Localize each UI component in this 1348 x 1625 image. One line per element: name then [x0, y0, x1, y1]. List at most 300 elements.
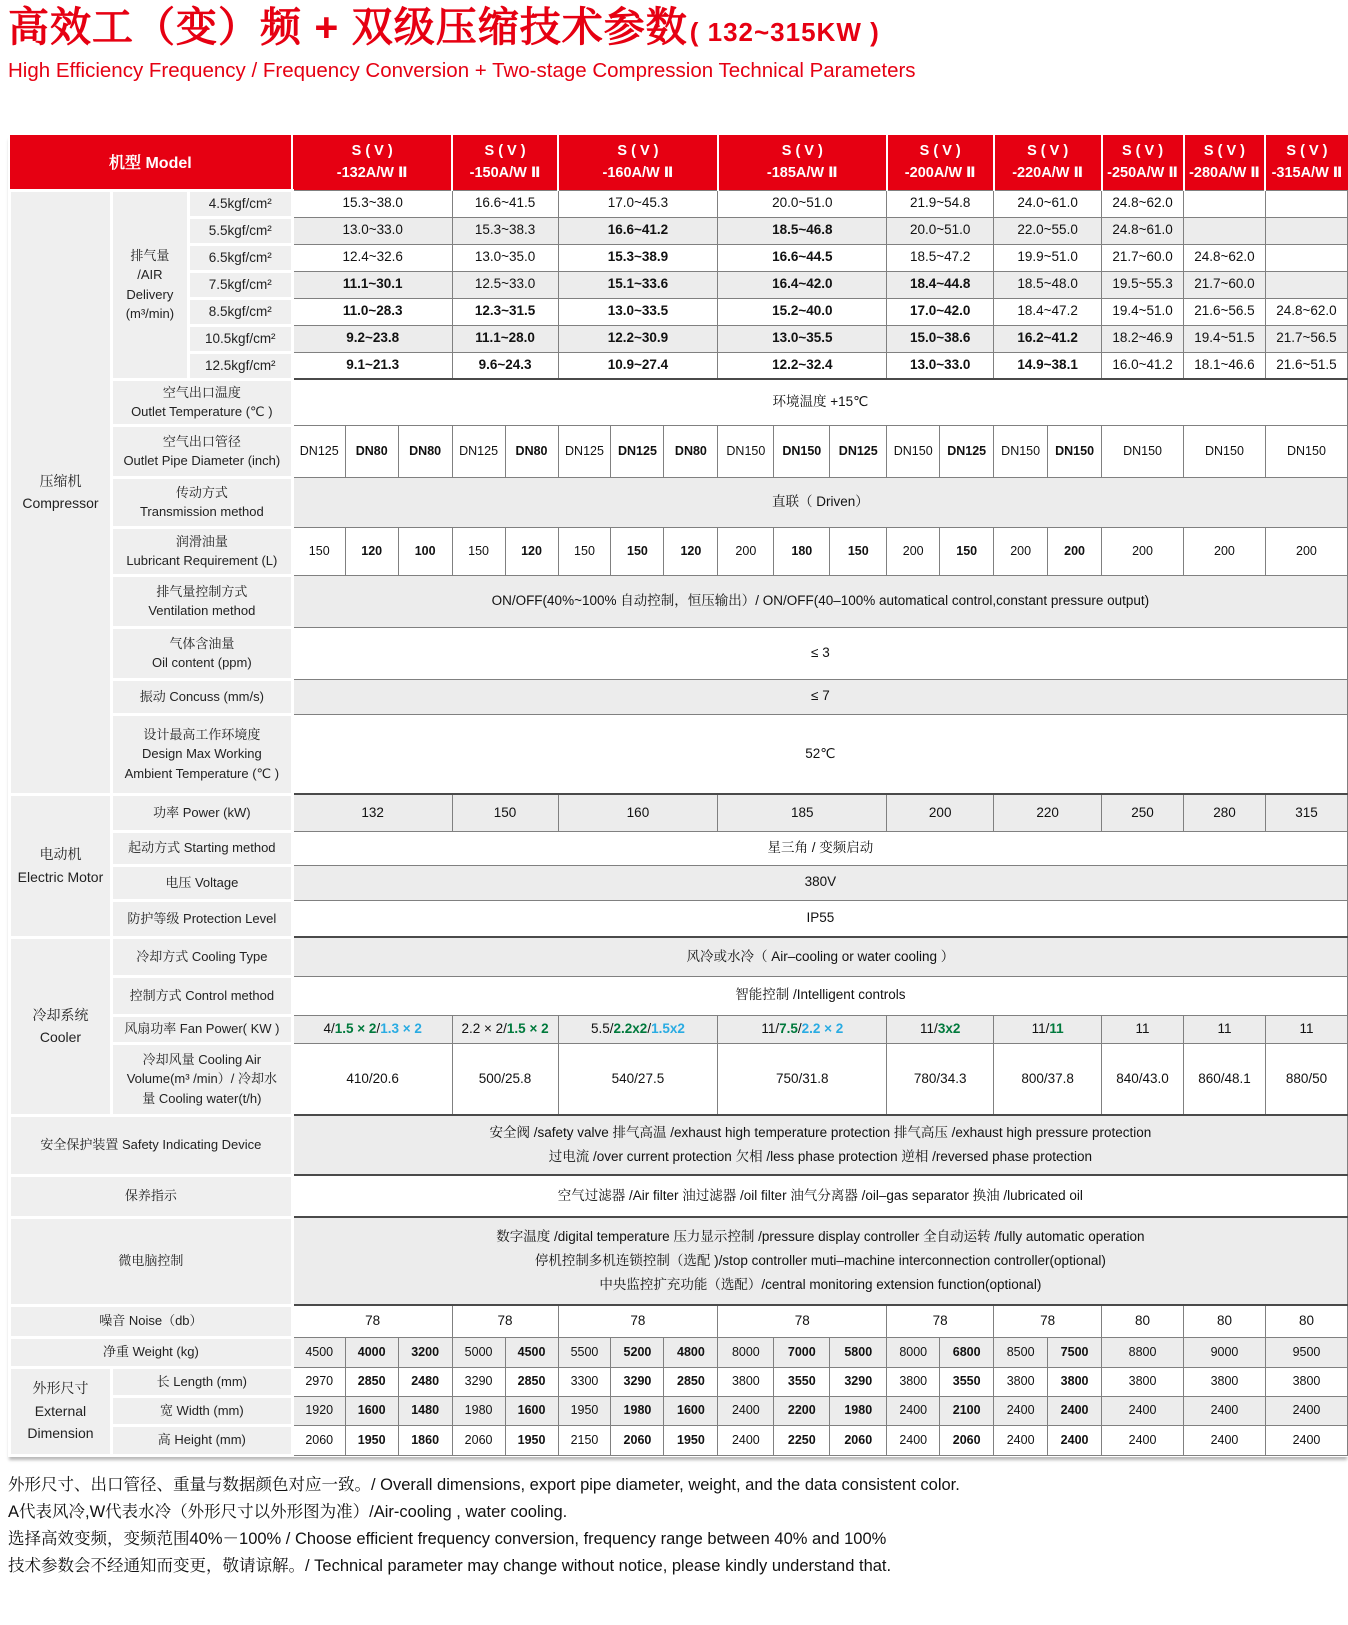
net-weight-label: 净重 Weight (kg) [10, 1337, 293, 1367]
width-value: 1950 [558, 1396, 611, 1425]
height-value: 2150 [558, 1425, 611, 1455]
length-value: 3800 [1184, 1367, 1266, 1396]
height-value: 2250 [774, 1425, 830, 1455]
noise-value: 80 [1265, 1305, 1347, 1337]
height-value: 2400 [718, 1425, 774, 1455]
lubricant-requirement-value: 150 [940, 527, 994, 575]
fan-power-value-part: 2.2x2 [613, 1020, 648, 1036]
fan-power-value-part: 3x2 [937, 1020, 961, 1036]
net-weight-value: 4500 [292, 1337, 345, 1367]
air-5.5-value: 18.5~46.8 [718, 217, 887, 244]
fan-power-value-part: 2.2 × 2/ [461, 1020, 507, 1036]
transmission-method-value: 直联（ Driven） [292, 477, 1347, 527]
height-label: 高 Height (mm) [111, 1425, 292, 1455]
footnotes [8, 1472, 960, 1580]
air-7.5-value: 12.5~33.0 [452, 271, 558, 298]
lubricant-requirement-value: 120 [664, 527, 718, 575]
design-max-ambient-row [10, 714, 1348, 794]
spec-table [8, 135, 1348, 1457]
lubricant-requirement-value: 200 [1048, 527, 1102, 575]
oil-content-row [10, 627, 1348, 679]
air-4.5-value: 24.0~61.0 [994, 190, 1102, 217]
width-value: 2400 [994, 1396, 1048, 1425]
cooling-air-volume-value: 750/31.8 [718, 1043, 887, 1115]
width-value: 2400 [1048, 1396, 1102, 1425]
height-value: 1860 [398, 1425, 452, 1455]
oil-content-label: 气体含油量 Oil content (ppm) [111, 627, 292, 679]
length-value: 2850 [664, 1367, 718, 1396]
model-column-header: S ( V ) -185A/W Ⅱ [718, 135, 887, 190]
concuss-value: ≤ 7 [292, 679, 1347, 714]
model-column-header: S ( V ) -280A/W Ⅱ [1184, 135, 1266, 190]
cooling-air-volume-value: 780/34.3 [887, 1043, 994, 1115]
air-7.5-value: 16.4~42.0 [718, 271, 887, 298]
cooling-air-volume-value: 500/25.8 [452, 1043, 558, 1115]
fan-power-value-part: 11 [1299, 1020, 1314, 1036]
air-7.5-row [10, 271, 1348, 298]
control-method-row [10, 976, 1348, 1015]
net-weight-value: 5500 [558, 1337, 611, 1367]
length-value: 3800 [718, 1367, 774, 1396]
air-10.5-value: 21.7~56.5 [1265, 325, 1347, 352]
outlet-pipe-diameter-value: DN125 [940, 425, 994, 477]
outlet-pipe-diameter-value: DN125 [830, 425, 887, 477]
lubricant-requirement-value: 150 [558, 527, 611, 575]
fan-power-value-part: 4/ [323, 1020, 335, 1036]
lubricant-requirement-value: 200 [1265, 527, 1347, 575]
air-6.5-value: 24.8~62.0 [1184, 244, 1266, 271]
height-value: 2400 [994, 1425, 1048, 1455]
cooling-air-volume-value: 540/27.5 [558, 1043, 718, 1115]
outlet-pipe-diameter-value: DN150 [887, 425, 940, 477]
net-weight-value: 9500 [1265, 1337, 1347, 1367]
power-row [10, 794, 1348, 831]
air-10.5-value: 13.0~35.5 [718, 325, 887, 352]
air-7.5-value: 19.5~55.3 [1102, 271, 1184, 298]
outlet-pipe-diameter-row [10, 425, 1348, 477]
maintenance-indication-row [10, 1175, 1348, 1217]
outlet-pipe-diameter-value: DN125 [452, 425, 505, 477]
width-value: 1980 [611, 1396, 664, 1425]
power-label: 功率 Power (kW) [111, 794, 292, 831]
safety-indicating-device-row [10, 1115, 1348, 1175]
outlet-pipe-diameter-value: DN80 [398, 425, 452, 477]
fan-power-value-part: 2.2 × 2 [801, 1020, 844, 1036]
length-value: 3800 [887, 1367, 940, 1396]
net-weight-value: 8800 [1102, 1337, 1184, 1367]
microcomputer-control-label: 微电脑控制 [10, 1217, 293, 1305]
length-row [10, 1367, 1348, 1396]
power-value: 160 [558, 794, 718, 831]
fan-power-value-part: 11/ [1031, 1020, 1050, 1036]
height-value: 1950 [664, 1425, 718, 1455]
model-column-header: S ( V ) -160A/W Ⅱ [558, 135, 718, 190]
net-weight-value: 6800 [940, 1337, 994, 1367]
lubricant-requirement-value: 180 [774, 527, 830, 575]
fan-power-value [452, 1015, 558, 1043]
footnote-1: 外形尺寸、出口管径、重量与数据颜色对应一致。/ Overall dimensions, export pipe diameter, weight, and the data consistent color. [8, 1476, 960, 1494]
width-value: 1980 [452, 1396, 505, 1425]
width-value: 1480 [398, 1396, 452, 1425]
length-value: 3550 [774, 1367, 830, 1396]
page-title-zh: 高效工（变）频 + 双级压缩技术参数 [8, 4, 688, 50]
page-subtitle: High Efficiency Frequency / Frequency Conversion + Two-stage Compression Technical Parameters [8, 59, 916, 83]
fan-power-value-part: 7.5 [779, 1020, 798, 1036]
concuss-label: 振动 Concuss (mm/s) [111, 679, 292, 714]
air-12.5-value: 13.0~33.0 [887, 352, 994, 379]
air-4.5-label: 排气量 /AIR Delivery (m³/min) [111, 190, 188, 379]
air-10.5-value: 18.2~46.9 [1102, 325, 1184, 352]
fan-power-value [994, 1015, 1102, 1043]
outlet-pipe-diameter-value: DN150 [718, 425, 774, 477]
fan-power-value [718, 1015, 887, 1043]
lubricant-requirement-value: 200 [887, 527, 940, 575]
footnote-2: A代表风冷,W代表水冷（外形尺寸以外形图为准）/Air-cooling , water cooling. [8, 1503, 568, 1521]
air-6.5-pressure-label: 6.5kgf/cm² [188, 244, 292, 271]
width-row [10, 1396, 1348, 1425]
fan-power-value-part: 1.5 × 2 [334, 1020, 377, 1036]
safety-indicating-device-value: 安全阀 /safety valve 排气高温 /exhaust high temperature protection 排气高压 /exhaust high pressure protection 过电流 /over current protection 欠相 /less phase protection 逆相 /reversed phase protection [292, 1115, 1347, 1175]
length-value: 2480 [398, 1367, 452, 1396]
air-5.5-row [10, 217, 1348, 244]
ventilation-method-label: 排气量控制方式 Ventilation method [111, 575, 292, 627]
width-value: 2400 [1102, 1396, 1184, 1425]
air-7.5-pressure-label: 7.5kgf/cm² [188, 271, 292, 298]
lubricant-requirement-value: 150 [611, 527, 664, 575]
design-max-ambient-value: 52℃ [292, 714, 1347, 794]
length-value: 3800 [1265, 1367, 1347, 1396]
footnote-3: 选择高效变频，变频范围40%－100% / Choose efficient frequency conversion, frequency range between 40% and 100% [8, 1530, 887, 1548]
voltage-row [10, 865, 1348, 900]
lubricant-requirement-value: 120 [505, 527, 558, 575]
air-6.5-value: 15.3~38.9 [558, 244, 718, 271]
control-method-value: 智能控制 /Intelligent controls [292, 976, 1347, 1015]
length-value: 3800 [1102, 1367, 1184, 1396]
cooling-type-value: 风冷或水冷（ Air–cooling or water cooling ） [292, 937, 1347, 976]
outlet-pipe-diameter-value: DN150 [1048, 425, 1102, 477]
height-value: 2400 [1184, 1425, 1266, 1455]
air-12.5-row [10, 352, 1348, 379]
control-method-label: 控制方式 Control method [111, 976, 292, 1015]
width-value: 2200 [774, 1396, 830, 1425]
noise-value: 78 [292, 1305, 452, 1337]
height-value: 2400 [1102, 1425, 1184, 1455]
maintenance-indication-value: 空气过滤器 /Air filter 油过滤器 /oil filter 油气分离器 /oil–gas separator 换油 /lubricated oil [292, 1175, 1347, 1217]
noise-value: 80 [1102, 1305, 1184, 1337]
air-6.5-row [10, 244, 1348, 271]
air-8.5-value: 12.3~31.5 [452, 298, 558, 325]
fan-power-row [10, 1015, 1348, 1043]
maintenance-indication-label: 保养指示 [10, 1175, 293, 1217]
air-8.5-value: 13.0~33.5 [558, 298, 718, 325]
air-8.5-value: 24.8~62.0 [1265, 298, 1347, 325]
lubricant-requirement-value: 200 [1102, 527, 1184, 575]
height-value: 2060 [940, 1425, 994, 1455]
air-4.5-row [10, 190, 1348, 217]
air-5.5-value [1265, 217, 1347, 244]
height-row [10, 1425, 1348, 1455]
height-value: 2060 [292, 1425, 345, 1455]
fan-power-value-part: 1.5 × 2 [506, 1020, 549, 1036]
power-value: 250 [1102, 794, 1184, 831]
fan-power-value [1102, 1015, 1184, 1043]
transmission-method-label: 传动方式 Transmission method [111, 477, 292, 527]
air-8.5-value: 21.6~56.5 [1184, 298, 1266, 325]
width-value: 2100 [940, 1396, 994, 1425]
starting-method-value: 星三角 / 变频启动 [292, 831, 1347, 865]
net-weight-value: 8000 [887, 1337, 940, 1367]
air-4.5-value: 24.8~62.0 [1102, 190, 1184, 217]
width-value: 1600 [664, 1396, 718, 1425]
noise-value: 80 [1184, 1305, 1266, 1337]
outlet-pipe-diameter-value: DN150 [1102, 425, 1184, 477]
height-value: 2060 [830, 1425, 887, 1455]
length-category-label: 外形尺寸 External Dimension [10, 1367, 112, 1455]
voltage-label: 电压 Voltage [111, 865, 292, 900]
noise-value: 78 [887, 1305, 994, 1337]
air-8.5-value: 17.0~42.0 [887, 298, 994, 325]
air-8.5-pressure-label: 8.5kgf/cm² [188, 298, 292, 325]
model-column-header: S ( V ) -150A/W Ⅱ [452, 135, 558, 190]
air-8.5-value: 18.4~47.2 [994, 298, 1102, 325]
air-12.5-value: 9.6~24.3 [452, 352, 558, 379]
air-12.5-value: 10.9~27.4 [558, 352, 718, 379]
title-power-range: ( 132~315KW ) [689, 17, 880, 47]
fan-power-value-part: 11 [1217, 1020, 1232, 1036]
net-weight-value: 7500 [1048, 1337, 1102, 1367]
power-value: 185 [718, 794, 887, 831]
air-6.5-value: 21.7~60.0 [1102, 244, 1184, 271]
width-value: 1600 [345, 1396, 398, 1425]
air-10.5-value: 16.2~41.2 [994, 325, 1102, 352]
model-column-header: S ( V ) -315A/W Ⅱ [1265, 135, 1347, 190]
air-5.5-value: 16.6~41.2 [558, 217, 718, 244]
air-4.5-value: 16.6~41.5 [452, 190, 558, 217]
noise-value: 78 [558, 1305, 718, 1337]
fan-power-label: 风扇功率 Fan Power( KW ) [111, 1015, 292, 1043]
ventilation-method-value: ON/OFF(40%~100% 自动控制，恒压输出）/ ON/OFF(40–100% automatical control,constant pressure output) [292, 575, 1347, 627]
microcomputer-control-row [10, 1217, 1348, 1305]
model-header-label: 机型 Model [10, 135, 293, 190]
outlet-pipe-diameter-value: DN80 [505, 425, 558, 477]
outlet-pipe-diameter-label: 空气出口管径 Outlet Pipe Diameter (inch) [111, 425, 292, 477]
fan-power-value-part: 1.3 × 2 [380, 1020, 422, 1036]
air-4.5-value: 21.9~54.8 [887, 190, 994, 217]
width-value: 2400 [718, 1396, 774, 1425]
air-5.5-value: 13.0~33.0 [292, 217, 452, 244]
length-value: 3800 [994, 1367, 1048, 1396]
height-value: 2400 [887, 1425, 940, 1455]
fan-power-value [558, 1015, 718, 1043]
model-header-row [10, 135, 1348, 190]
air-12.5-value: 16.0~41.2 [1102, 352, 1184, 379]
net-weight-value: 4800 [664, 1337, 718, 1367]
noise-value: 78 [994, 1305, 1102, 1337]
net-weight-value: 5800 [830, 1337, 887, 1367]
air-12.5-pressure-label: 12.5kgf/cm² [188, 352, 292, 379]
cooling-air-volume-label: 冷却风量 Cooling Air Volume(m³ /min）/ 冷却水 量 Cooling water(t/h) [111, 1043, 292, 1115]
protection-level-row [10, 900, 1348, 937]
protection-level-value: IP55 [292, 900, 1347, 937]
air-12.5-value: 12.2~32.4 [718, 352, 887, 379]
transmission-method-row [10, 477, 1348, 527]
lubricant-requirement-value: 200 [718, 527, 774, 575]
model-column-header: S ( V ) -220A/W Ⅱ [994, 135, 1102, 190]
power-value: 315 [1265, 794, 1347, 831]
fan-power-value-part: 5.5/ [590, 1020, 614, 1036]
cooling-type-label: 冷却方式 Cooling Type [111, 937, 292, 976]
length-value: 2970 [292, 1367, 345, 1396]
height-value: 1950 [505, 1425, 558, 1455]
air-10.5-value: 9.2~23.8 [292, 325, 452, 352]
air-5.5-value: 15.3~38.3 [452, 217, 558, 244]
net-weight-value: 4500 [505, 1337, 558, 1367]
air-6.5-value: 13.0~35.0 [452, 244, 558, 271]
protection-level-label: 防护等级 Protection Level [111, 900, 292, 937]
fan-power-value-part: / [797, 1020, 802, 1036]
air-4.5-value: 15.3~38.0 [292, 190, 452, 217]
air-10.5-value: 15.0~38.6 [887, 325, 994, 352]
net-weight-value: 9000 [1184, 1337, 1266, 1367]
starting-method-label: 起动方式 Starting method [111, 831, 292, 865]
net-weight-value: 8500 [994, 1337, 1048, 1367]
width-label: 宽 Width (mm) [111, 1396, 292, 1425]
air-6.5-value: 16.6~44.5 [718, 244, 887, 271]
net-weight-value: 5000 [452, 1337, 505, 1367]
air-7.5-value: 18.5~48.0 [994, 271, 1102, 298]
power-value: 280 [1184, 794, 1266, 831]
outlet-pipe-diameter-value: DN125 [292, 425, 345, 477]
fan-power-value-part: / [376, 1020, 381, 1036]
height-value: 2400 [1048, 1425, 1102, 1455]
length-value: 2850 [505, 1367, 558, 1396]
microcomputer-control-value: 数字温度 /digital temperature 压力显示控制 /pressure display controller 全自动运转 /fully automatic operation 停机控制多机连锁控制（选配 )/stop controller muti–machine interconnection controller(optional) 中央监控扩充功能（选配）/central monitoring extension function(optional) [292, 1217, 1347, 1305]
noise-label: 噪音 Noise（db） [10, 1305, 293, 1337]
cooling-air-volume-value: 880/50 [1265, 1043, 1347, 1115]
air-6.5-value: 19.9~51.0 [994, 244, 1102, 271]
net-weight-value: 3200 [398, 1337, 452, 1367]
model-column-header: S ( V ) -200A/W Ⅱ [887, 135, 994, 190]
cooling-air-volume-value: 800/37.8 [994, 1043, 1102, 1115]
outlet-pipe-diameter-value: DN125 [558, 425, 611, 477]
length-value: 2850 [345, 1367, 398, 1396]
outlet-pipe-diameter-value: DN80 [345, 425, 398, 477]
noise-value: 78 [718, 1305, 887, 1337]
power-value: 200 [887, 794, 994, 831]
net-weight-value: 7000 [774, 1337, 830, 1367]
air-7.5-value: 18.4~44.8 [887, 271, 994, 298]
air-12.5-value: 18.1~46.6 [1184, 352, 1266, 379]
outlet-pipe-diameter-value: DN80 [664, 425, 718, 477]
length-value: 3300 [558, 1367, 611, 1396]
design-max-ambient-label: 设计最高工作环境度 Design Max Working Ambient Temperature (℃ ) [111, 714, 292, 794]
net-weight-value: 8000 [718, 1337, 774, 1367]
air-6.5-value [1265, 244, 1347, 271]
air-4.5-category-label: 压缩机 Compressor [10, 190, 112, 794]
outlet-pipe-diameter-value: DN150 [1265, 425, 1347, 477]
fan-power-value-part: / [647, 1020, 652, 1036]
air-8.5-value: 11.0~28.3 [292, 298, 452, 325]
height-value: 2060 [452, 1425, 505, 1455]
air-10.5-value: 12.2~30.9 [558, 325, 718, 352]
air-4.5-pressure-label: 4.5kgf/cm² [188, 190, 292, 217]
cooling-air-volume-row [10, 1043, 1348, 1115]
net-weight-value: 4000 [345, 1337, 398, 1367]
air-4.5-value: 17.0~45.3 [558, 190, 718, 217]
fan-power-value [1184, 1015, 1266, 1043]
length-value: 3800 [1048, 1367, 1102, 1396]
air-7.5-value: 21.7~60.0 [1184, 271, 1266, 298]
cooling-type-category-label: 冷却系统 Cooler [10, 937, 112, 1115]
fan-power-value-part: 11 [1135, 1020, 1150, 1036]
lubricant-requirement-value: 200 [994, 527, 1048, 575]
voltage-value: 380V [292, 865, 1347, 900]
net-weight-row [10, 1337, 1348, 1367]
model-column-header: S ( V ) -132A/W Ⅱ [292, 135, 452, 190]
power-category-label: 电动机 Electric Motor [10, 794, 112, 937]
net-weight-value: 5200 [611, 1337, 664, 1367]
air-4.5-value: 20.0~51.0 [718, 190, 887, 217]
air-7.5-value: 11.1~30.1 [292, 271, 452, 298]
air-5.5-value: 20.0~51.0 [887, 217, 994, 244]
cooling-air-volume-value: 410/20.6 [292, 1043, 452, 1115]
air-5.5-value: 24.8~61.0 [1102, 217, 1184, 244]
power-value: 132 [292, 794, 452, 831]
cooling-type-row [10, 937, 1348, 976]
lubricant-requirement-value: 200 [1184, 527, 1266, 575]
lubricant-requirement-value: 100 [398, 527, 452, 575]
outlet-pipe-diameter-value: DN150 [774, 425, 830, 477]
outlet-pipe-diameter-value: DN125 [611, 425, 664, 477]
outlet-temperature-value: 环境温度 +15℃ [292, 379, 1347, 425]
air-8.5-value: 19.4~51.0 [1102, 298, 1184, 325]
fan-power-value-part: 11/ [761, 1020, 780, 1036]
air-8.5-row [10, 298, 1348, 325]
title-block [8, 4, 1340, 83]
air-8.5-value: 15.2~40.0 [718, 298, 887, 325]
length-value: 3290 [830, 1367, 887, 1396]
safety-indicating-device-label: 安全保护装置 Safety Indicating Device [10, 1115, 293, 1175]
air-7.5-value [1265, 271, 1347, 298]
air-10.5-pressure-label: 10.5kgf/cm² [188, 325, 292, 352]
outlet-temperature-label: 空气出口温度 Outlet Temperature (℃ ) [111, 379, 292, 425]
air-12.5-value: 9.1~21.3 [292, 352, 452, 379]
height-value: 2400 [1265, 1425, 1347, 1455]
air-6.5-value: 12.4~32.6 [292, 244, 452, 271]
air-10.5-value: 19.4~51.5 [1184, 325, 1266, 352]
air-5.5-value [1184, 217, 1266, 244]
fan-power-value-part: 11/ [920, 1020, 938, 1036]
air-12.5-value: 14.9~38.1 [994, 352, 1102, 379]
concuss-row [10, 679, 1348, 714]
air-5.5-pressure-label: 5.5kgf/cm² [188, 217, 292, 244]
air-10.5-value: 11.1~28.0 [452, 325, 558, 352]
air-12.5-value: 21.6~51.5 [1265, 352, 1347, 379]
outlet-temperature-row [10, 379, 1348, 425]
lubricant-requirement-label: 润滑油量 Lubricant Requirement (L) [111, 527, 292, 575]
ventilation-method-row [10, 575, 1348, 627]
width-value: 1600 [505, 1396, 558, 1425]
fan-power-value [887, 1015, 994, 1043]
height-value: 2060 [611, 1425, 664, 1455]
outlet-pipe-diameter-value: DN150 [1184, 425, 1266, 477]
starting-method-row [10, 831, 1348, 865]
lubricant-requirement-value: 150 [452, 527, 505, 575]
air-4.5-value [1184, 190, 1266, 217]
oil-content-value: ≤ 3 [292, 627, 1347, 679]
noise-value: 78 [452, 1305, 558, 1337]
outlet-pipe-diameter-value: DN150 [994, 425, 1048, 477]
